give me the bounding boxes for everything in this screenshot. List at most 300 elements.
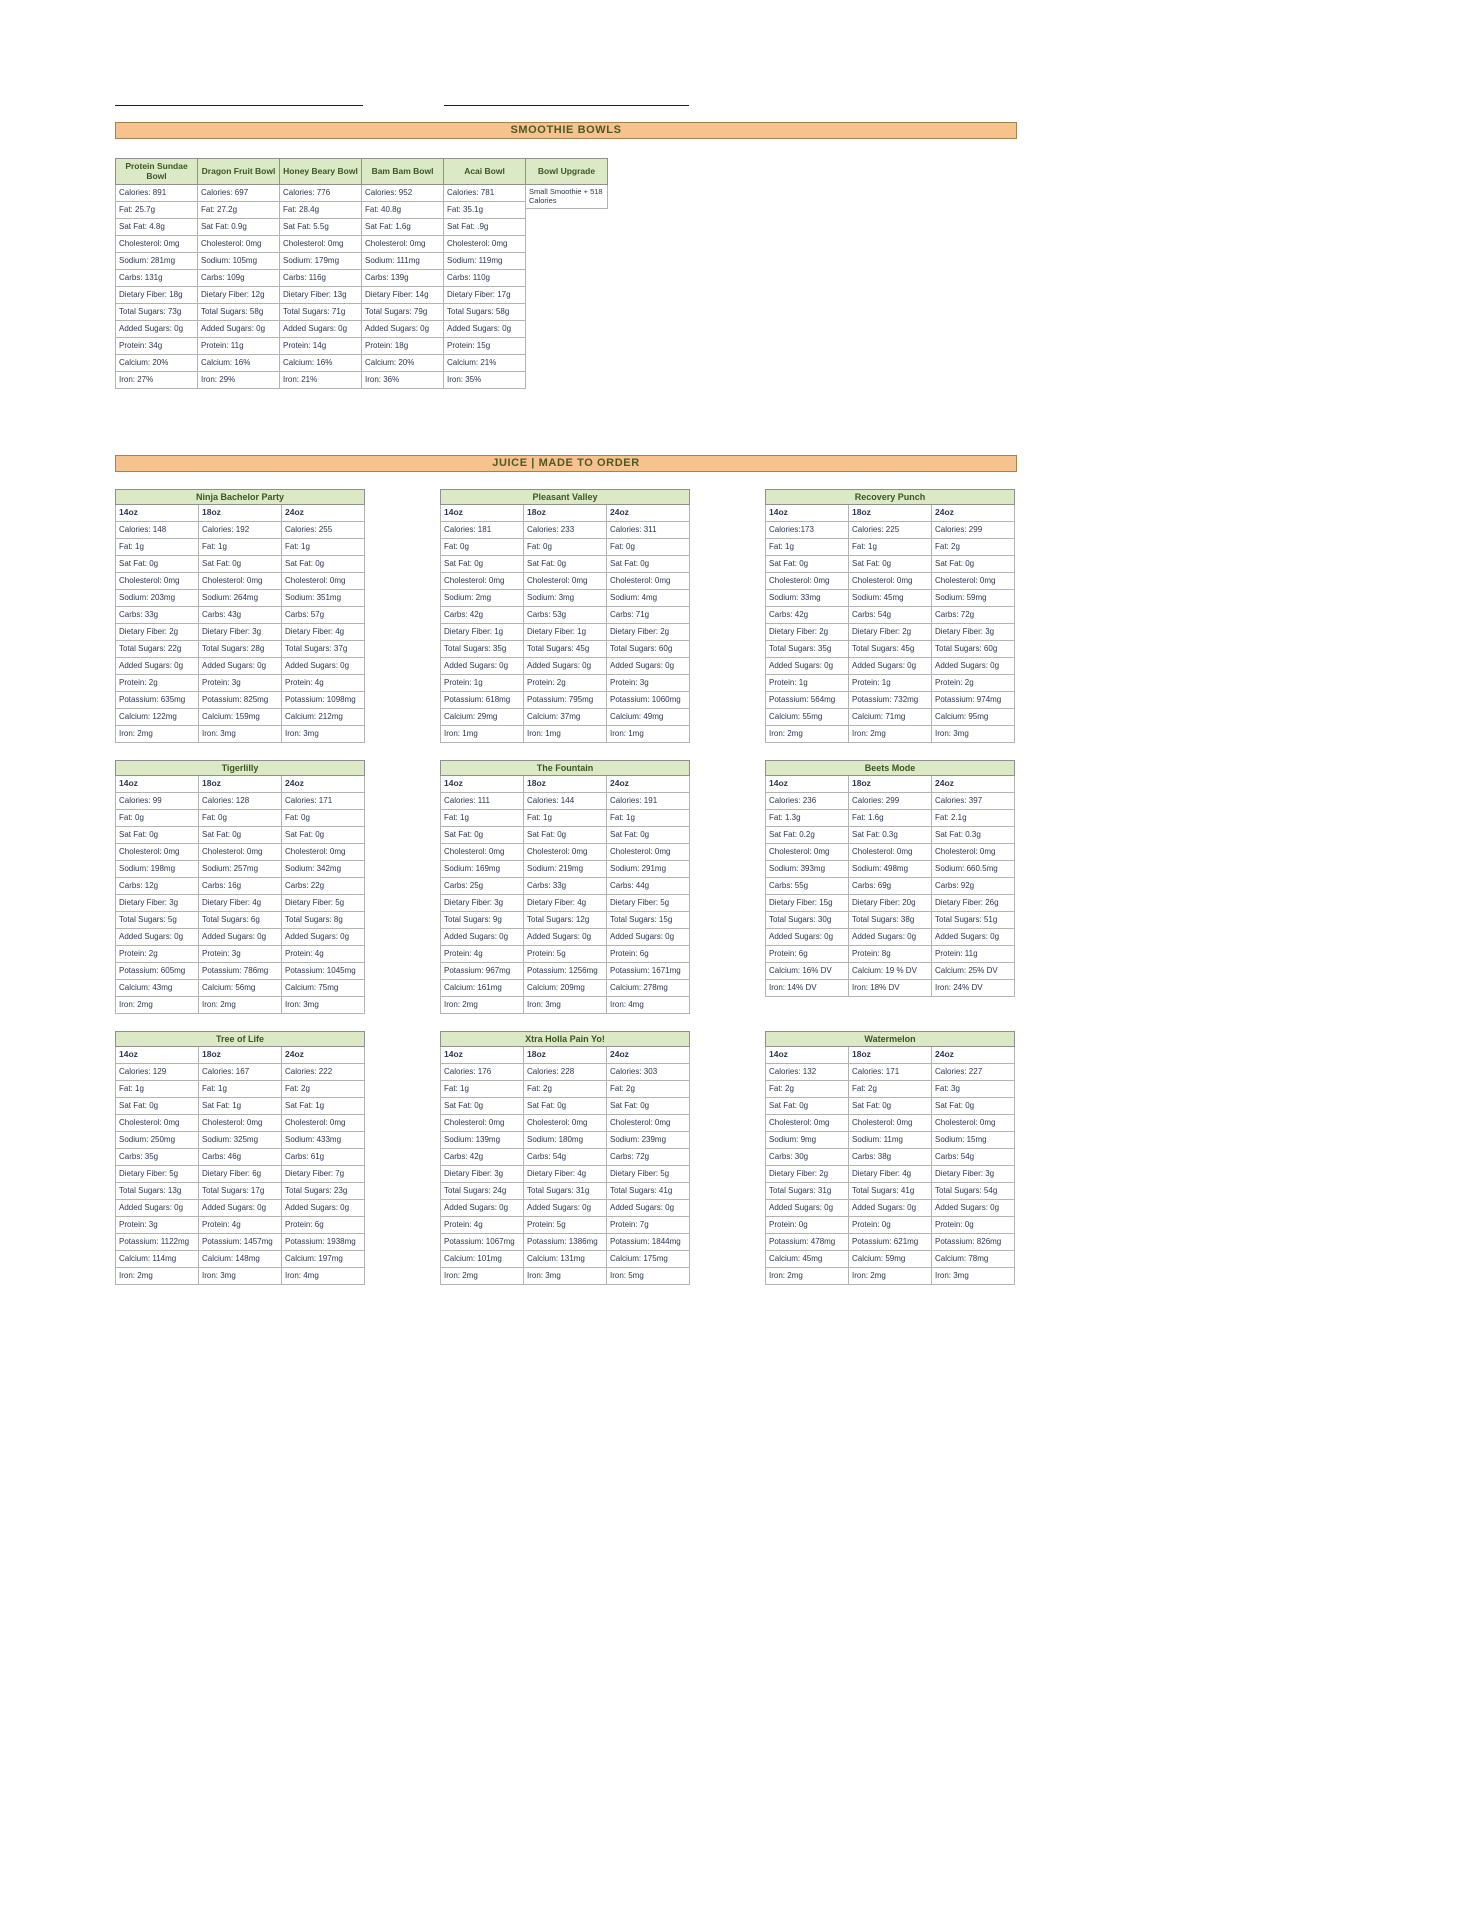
juice-size-column bbox=[523, 505, 607, 743]
juice-size-columns bbox=[765, 505, 1015, 743]
nutrition-cell: Calories: 148 bbox=[115, 522, 199, 539]
nutrition-cell: Cholesterol: 0mg bbox=[443, 236, 526, 253]
nutrition-cell: Calcium: 122mg bbox=[115, 709, 199, 726]
bowl-name-header: Honey Beary Bowl bbox=[279, 158, 362, 185]
nutrition-cell: Cholesterol: 0mg bbox=[281, 844, 365, 861]
size-header: 14oz bbox=[115, 776, 199, 793]
nutrition-cell: Added Sugars: 0g bbox=[198, 1200, 282, 1217]
juice-table bbox=[765, 760, 1015, 997]
nutrition-cell: Sat Fat: 4.8g bbox=[115, 219, 198, 236]
nutrition-cell: Dietary Fiber: 4g bbox=[523, 895, 607, 912]
nutrition-cell: Protein: 4g bbox=[198, 1217, 282, 1234]
juice-size-column bbox=[848, 505, 932, 743]
nutrition-cell: Sat Fat: 0.9g bbox=[197, 219, 280, 236]
nutrition-cell: Carbs: 116g bbox=[279, 270, 362, 287]
nutrition-cell: Carbs: 30g bbox=[765, 1149, 849, 1166]
nutrition-cell: Cholesterol: 0mg bbox=[523, 573, 607, 590]
nutrition-cell: Fat: 0g bbox=[606, 539, 690, 556]
nutrition-cell: Sat Fat: 0g bbox=[115, 1098, 199, 1115]
juice-table bbox=[440, 489, 690, 743]
nutrition-cell: Added Sugars: 0g bbox=[115, 929, 199, 946]
juice-size-column bbox=[523, 1047, 607, 1285]
nutrition-cell: Carbs: 55g bbox=[765, 878, 849, 895]
nutrition-cell: Potassium: 478mg bbox=[765, 1234, 849, 1251]
bowl-column bbox=[115, 158, 198, 389]
nutrition-cell: Calories: 776 bbox=[279, 185, 362, 202]
nutrition-cell: Dietary Fiber: 3g bbox=[931, 624, 1015, 641]
nutrition-cell: Protein: 15g bbox=[443, 338, 526, 355]
nutrition-cell: Carbs: 38g bbox=[848, 1149, 932, 1166]
nutrition-cell: Sodium: 203mg bbox=[115, 590, 199, 607]
juice-size-columns bbox=[765, 1047, 1015, 1285]
nutrition-cell: Dietary Fiber: 2g bbox=[606, 624, 690, 641]
nutrition-cell: Dietary Fiber: 18g bbox=[115, 287, 198, 304]
size-header: 18oz bbox=[848, 505, 932, 522]
nutrition-cell: Potassium: 618mg bbox=[440, 692, 524, 709]
nutrition-cell: Cholesterol: 0mg bbox=[115, 573, 199, 590]
nutrition-cell: Potassium: 1067mg bbox=[440, 1234, 524, 1251]
juice-section-banner: JUICE | MADE TO ORDER bbox=[115, 455, 1017, 472]
bowl-name-header: Acai Bowl bbox=[443, 158, 526, 185]
nutrition-cell: Total Sugars: 71g bbox=[279, 304, 362, 321]
nutrition-cell: Calcium: 55mg bbox=[765, 709, 849, 726]
nutrition-cell: Added Sugars: 0g bbox=[765, 658, 849, 675]
juice-name-header: Beets Mode bbox=[765, 760, 1015, 776]
nutrition-cell: Iron: 3mg bbox=[523, 1268, 607, 1285]
nutrition-cell: Calories: 222 bbox=[281, 1064, 365, 1081]
nutrition-cell: Protein: 2g bbox=[115, 946, 199, 963]
nutrition-cell: Dietary Fiber: 3g bbox=[440, 895, 524, 912]
nutrition-cell: Added Sugars: 0g bbox=[197, 321, 280, 338]
nutrition-cell: Potassium: 825mg bbox=[198, 692, 282, 709]
nutrition-cell: Potassium: 826mg bbox=[931, 1234, 1015, 1251]
juice-size-column bbox=[115, 505, 199, 743]
nutrition-cell: Potassium: 1098mg bbox=[281, 692, 365, 709]
nutrition-cell: Iron: 27% bbox=[115, 372, 198, 389]
nutrition-cell: Calcium: 19 % DV bbox=[848, 963, 932, 980]
nutrition-cell: Sodium: 33mg bbox=[765, 590, 849, 607]
nutrition-cell: Fat: 2g bbox=[523, 1081, 607, 1098]
nutrition-cell: Cholesterol: 0mg bbox=[931, 573, 1015, 590]
nutrition-cell: Iron: 35% bbox=[443, 372, 526, 389]
nutrition-cell: Protein: 3g bbox=[606, 675, 690, 692]
nutrition-cell: Protein: 3g bbox=[115, 1217, 199, 1234]
nutrition-cell: Iron: 4mg bbox=[606, 997, 690, 1014]
nutrition-cell: Calories: 167 bbox=[198, 1064, 282, 1081]
nutrition-cell: Calories: 891 bbox=[115, 185, 198, 202]
juice-size-column bbox=[765, 776, 849, 997]
nutrition-cell: Fat: 0g bbox=[440, 539, 524, 556]
nutrition-cell: Potassium: 974mg bbox=[931, 692, 1015, 709]
juice-size-column bbox=[440, 776, 524, 1014]
nutrition-cell: Dietary Fiber: 17g bbox=[443, 287, 526, 304]
nutrition-cell: Added Sugars: 0g bbox=[115, 658, 199, 675]
nutrition-cell: Sodium: 119mg bbox=[443, 253, 526, 270]
nutrition-cell: Fat: 1g bbox=[440, 810, 524, 827]
juice-size-column bbox=[281, 1047, 365, 1285]
nutrition-cell: Calories: 171 bbox=[281, 793, 365, 810]
nutrition-cell: Sodium: 179mg bbox=[279, 253, 362, 270]
nutrition-cell: Sat Fat: 0g bbox=[523, 1098, 607, 1115]
nutrition-cell: Total Sugars: 35g bbox=[440, 641, 524, 658]
nutrition-cell: Total Sugars: 38g bbox=[848, 912, 932, 929]
nutrition-cell: Potassium: 1671mg bbox=[606, 963, 690, 980]
nutrition-cell: Added Sugars: 0g bbox=[931, 1200, 1015, 1217]
nutrition-cell: Calcium: 148mg bbox=[198, 1251, 282, 1268]
nutrition-cell: Carbs: 33g bbox=[115, 607, 199, 624]
nutrition-cell: Dietary Fiber: 4g bbox=[523, 1166, 607, 1183]
nutrition-cell: Dietary Fiber: 7g bbox=[281, 1166, 365, 1183]
nutrition-cell: Sat Fat: 0g bbox=[281, 827, 365, 844]
nutrition-cell: Added Sugars: 0g bbox=[606, 929, 690, 946]
nutrition-cell: Sodium: 15mg bbox=[931, 1132, 1015, 1149]
juice-name-header: Watermelon bbox=[765, 1031, 1015, 1047]
nutrition-cell: Calcium: 21% bbox=[443, 355, 526, 372]
nutrition-cell: Carbs: 12g bbox=[115, 878, 199, 895]
nutrition-cell: Fat: 1g bbox=[523, 810, 607, 827]
nutrition-cell: Carbs: 42g bbox=[440, 607, 524, 624]
bowl-upgrade-column bbox=[525, 158, 608, 209]
nutrition-cell: Carbs: 33g bbox=[523, 878, 607, 895]
nutrition-cell: Total Sugars: 73g bbox=[115, 304, 198, 321]
nutrition-cell: Protein: 6g bbox=[765, 946, 849, 963]
nutrition-cell: Fat: 1g bbox=[440, 1081, 524, 1098]
juice-grid bbox=[115, 489, 1015, 1285]
nutrition-cell: Dietary Fiber: 2g bbox=[765, 1166, 849, 1183]
nutrition-cell: Added Sugars: 0g bbox=[198, 929, 282, 946]
nutrition-cell: Iron: 36% bbox=[361, 372, 444, 389]
nutrition-cell: Added Sugars: 0g bbox=[440, 1200, 524, 1217]
juice-size-column bbox=[440, 1047, 524, 1285]
nutrition-cell: Protein: 1g bbox=[440, 675, 524, 692]
nutrition-cell: Sodium: 325mg bbox=[198, 1132, 282, 1149]
nutrition-cell: Total Sugars: 35g bbox=[765, 641, 849, 658]
nutrition-cell: Fat: 27.2g bbox=[197, 202, 280, 219]
nutrition-cell: Sat Fat: 0g bbox=[523, 827, 607, 844]
size-header: 18oz bbox=[848, 1047, 932, 1064]
juice-size-columns bbox=[765, 776, 1015, 997]
nutrition-cell: Total Sugars: 54g bbox=[931, 1183, 1015, 1200]
bowl-column bbox=[443, 158, 526, 389]
nutrition-cell: Total Sugars: 58g bbox=[443, 304, 526, 321]
juice-size-column bbox=[848, 776, 932, 997]
nutrition-cell: Total Sugars: 79g bbox=[361, 304, 444, 321]
nutrition-cell: Fat: 40.8g bbox=[361, 202, 444, 219]
bowl-column bbox=[361, 158, 444, 389]
nutrition-cell: Iron: 2mg bbox=[115, 1268, 199, 1285]
nutrition-cell: Calories: 236 bbox=[765, 793, 849, 810]
nutrition-cell: Cholesterol: 0mg bbox=[523, 844, 607, 861]
juice-size-column bbox=[848, 1047, 932, 1285]
nutrition-cell: Sodium: 250mg bbox=[115, 1132, 199, 1149]
juice-table bbox=[765, 1031, 1015, 1285]
smoothie-bowls-table bbox=[115, 158, 608, 389]
nutrition-cell: Sodium: 257mg bbox=[198, 861, 282, 878]
size-header: 24oz bbox=[606, 776, 690, 793]
nutrition-cell: Calories: 176 bbox=[440, 1064, 524, 1081]
nutrition-cell: Carbs: 54g bbox=[848, 607, 932, 624]
nutrition-cell: Calories: 181 bbox=[440, 522, 524, 539]
nutrition-cell: Protein: 2g bbox=[115, 675, 199, 692]
nutrition-cell: Calcium: 56mg bbox=[198, 980, 282, 997]
size-header: 18oz bbox=[523, 505, 607, 522]
nutrition-cell: Added Sugars: 0g bbox=[606, 658, 690, 675]
nutrition-cell: Protein: 4g bbox=[281, 675, 365, 692]
nutrition-cell: Carbs: 72g bbox=[606, 1149, 690, 1166]
nutrition-cell: Carbs: 109g bbox=[197, 270, 280, 287]
nutrition-cell: Sodium: 180mg bbox=[523, 1132, 607, 1149]
nutrition-cell: Added Sugars: 0g bbox=[848, 1200, 932, 1217]
nutrition-cell: Iron: 1mg bbox=[523, 726, 607, 743]
nutrition-cell: Dietary Fiber: 2g bbox=[115, 624, 199, 641]
nutrition-cell: Cholesterol: 0mg bbox=[765, 573, 849, 590]
juice-table bbox=[765, 489, 1015, 743]
size-header: 18oz bbox=[523, 1047, 607, 1064]
nutrition-cell: Calcium: 212mg bbox=[281, 709, 365, 726]
nutrition-cell: Protein: 11g bbox=[931, 946, 1015, 963]
nutrition-cell: Potassium: 621mg bbox=[848, 1234, 932, 1251]
nutrition-cell: Added Sugars: 0g bbox=[440, 658, 524, 675]
nutrition-cell: Fat: 1g bbox=[848, 539, 932, 556]
nutrition-cell: Protein: 0g bbox=[765, 1217, 849, 1234]
size-header: 18oz bbox=[198, 776, 282, 793]
nutrition-cell: Sat Fat: 0.2g bbox=[765, 827, 849, 844]
nutrition-cell: Total Sugars: 30g bbox=[765, 912, 849, 929]
nutrition-cell: Sat Fat: 0g bbox=[523, 556, 607, 573]
nutrition-cell: Dietary Fiber: 3g bbox=[440, 1166, 524, 1183]
nutrition-cell: Sat Fat: 0g bbox=[931, 1098, 1015, 1115]
nutrition-cell: Added Sugars: 0g bbox=[115, 321, 198, 338]
nutrition-cell: Sodium: 11mg bbox=[848, 1132, 932, 1149]
bowl-name-header: Bam Bam Bowl bbox=[361, 158, 444, 185]
nutrition-cell: Sat Fat: 0g bbox=[848, 1098, 932, 1115]
juice-size-column bbox=[765, 505, 849, 743]
nutrition-cell: Calcium: 59mg bbox=[848, 1251, 932, 1268]
nutrition-cell: Potassium: 732mg bbox=[848, 692, 932, 709]
nutrition-cell: Fat: 2g bbox=[606, 1081, 690, 1098]
nutrition-cell: Calories: 299 bbox=[848, 793, 932, 810]
nutrition-cell: Added Sugars: 0g bbox=[198, 658, 282, 675]
nutrition-cell: Added Sugars: 0g bbox=[765, 929, 849, 946]
nutrition-cell: Added Sugars: 0g bbox=[848, 658, 932, 675]
nutrition-cell: Total Sugars: 15g bbox=[606, 912, 690, 929]
nutrition-cell: Added Sugars: 0g bbox=[523, 1200, 607, 1217]
nutrition-cell: Dietary Fiber: 12g bbox=[197, 287, 280, 304]
nutrition-cell: Potassium: 1256mg bbox=[523, 963, 607, 980]
nutrition-cell: Calories: 144 bbox=[523, 793, 607, 810]
juice-size-column bbox=[606, 776, 690, 1014]
juice-size-column bbox=[281, 505, 365, 743]
juice-size-column bbox=[198, 505, 282, 743]
nutrition-cell: Dietary Fiber: 15g bbox=[765, 895, 849, 912]
nutrition-cell: Cholesterol: 0mg bbox=[931, 844, 1015, 861]
nutrition-cell: Calcium: 16% DV bbox=[765, 963, 849, 980]
nutrition-cell: Dietary Fiber: 13g bbox=[279, 287, 362, 304]
nutrition-cell: Sodium: 169mg bbox=[440, 861, 524, 878]
nutrition-cell: Calcium: 37mg bbox=[523, 709, 607, 726]
nutrition-cell: Fat: 0g bbox=[523, 539, 607, 556]
nutrition-cell: Protein: 1g bbox=[848, 675, 932, 692]
nutrition-cell: Cholesterol: 0mg bbox=[848, 1115, 932, 1132]
nutrition-cell: Sat Fat: 1.6g bbox=[361, 219, 444, 236]
nutrition-cell: Cholesterol: 0mg bbox=[931, 1115, 1015, 1132]
nutrition-cell: Protein: 5g bbox=[523, 946, 607, 963]
nutrition-cell: Iron: 1mg bbox=[440, 726, 524, 743]
size-header: 24oz bbox=[931, 776, 1015, 793]
nutrition-cell: Carbs: 57g bbox=[281, 607, 365, 624]
nutrition-cell: Added Sugars: 0g bbox=[523, 658, 607, 675]
bowl-name-header: Bowl Upgrade bbox=[525, 158, 608, 185]
nutrition-cell: Cholesterol: 0mg bbox=[606, 844, 690, 861]
juice-name-header: Recovery Punch bbox=[765, 489, 1015, 505]
nutrition-cell: Total Sugars: 8g bbox=[281, 912, 365, 929]
nutrition-cell: Iron: 21% bbox=[279, 372, 362, 389]
nutrition-cell: Sat Fat: 0g bbox=[198, 556, 282, 573]
nutrition-cell: Fat: 0g bbox=[115, 810, 199, 827]
nutrition-cell: Sat Fat: 0.3g bbox=[848, 827, 932, 844]
nutrition-cell: Protein: 0g bbox=[848, 1217, 932, 1234]
nutrition-cell: Fat: 35.1g bbox=[443, 202, 526, 219]
nutrition-cell: Carbs: 72g bbox=[931, 607, 1015, 624]
nutrition-cell: Sat Fat: 0g bbox=[115, 827, 199, 844]
nutrition-cell: Iron: 2mg bbox=[115, 997, 199, 1014]
juice-name-header: Xtra Holla Pain Yo! bbox=[440, 1031, 690, 1047]
juice-table bbox=[115, 1031, 365, 1285]
nutrition-cell: Sodium: 111mg bbox=[361, 253, 444, 270]
size-header: 18oz bbox=[848, 776, 932, 793]
nutrition-cell: Total Sugars: 24g bbox=[440, 1183, 524, 1200]
nutrition-cell: Iron: 2mg bbox=[440, 1268, 524, 1285]
nutrition-cell: Iron: 3mg bbox=[931, 1268, 1015, 1285]
nutrition-cell: Fat: 28.4g bbox=[279, 202, 362, 219]
nutrition-cell: Protein: 5g bbox=[523, 1217, 607, 1234]
nutrition-cell: Sat Fat: 0g bbox=[198, 827, 282, 844]
juice-size-columns bbox=[115, 1047, 365, 1285]
nutrition-cell: Cholesterol: 0mg bbox=[848, 844, 932, 861]
nutrition-cell: Total Sugars: 9g bbox=[440, 912, 524, 929]
size-header: 14oz bbox=[765, 776, 849, 793]
nutrition-cell: Calories: 233 bbox=[523, 522, 607, 539]
size-header: 14oz bbox=[440, 505, 524, 522]
nutrition-cell: Iron: 4mg bbox=[281, 1268, 365, 1285]
nutrition-cell: Cholesterol: 0mg bbox=[440, 1115, 524, 1132]
nutrition-cell: Calories: 191 bbox=[606, 793, 690, 810]
nutrition-cell: Sat Fat: 0g bbox=[848, 556, 932, 573]
juice-size-column bbox=[198, 1047, 282, 1285]
nutrition-cell: Cholesterol: 0mg bbox=[198, 1115, 282, 1132]
nutrition-cell: Sodium: 393mg bbox=[765, 861, 849, 878]
nutrition-cell: Dietary Fiber: 1g bbox=[523, 624, 607, 641]
nutrition-cell: Potassium: 605mg bbox=[115, 963, 199, 980]
nutrition-cell: Sat Fat: 0.3g bbox=[931, 827, 1015, 844]
nutrition-cell: Iron: 2mg bbox=[848, 1268, 932, 1285]
nutrition-cell: Iron: 3mg bbox=[198, 1268, 282, 1285]
nutrition-cell: Iron: 3mg bbox=[281, 997, 365, 1014]
nutrition-cell: Added Sugars: 0g bbox=[931, 929, 1015, 946]
nutrition-cell: Sat Fat: 1g bbox=[281, 1098, 365, 1115]
nutrition-cell: Fat: 2.1g bbox=[931, 810, 1015, 827]
nutrition-cell: Total Sugars: 41g bbox=[606, 1183, 690, 1200]
nutrition-cell: Fat: 2g bbox=[931, 539, 1015, 556]
nutrition-cell: Total Sugars: 58g bbox=[197, 304, 280, 321]
nutrition-cell: Calcium: 49mg bbox=[606, 709, 690, 726]
nutrition-cell: Fat: 1g bbox=[115, 1081, 199, 1098]
nutrition-cell: Iron: 24% DV bbox=[931, 980, 1015, 997]
juice-name-header: The Fountain bbox=[440, 760, 690, 776]
nutrition-cell: Sodium: 59mg bbox=[931, 590, 1015, 607]
nutrition-cell: Dietary Fiber: 14g bbox=[361, 287, 444, 304]
size-header: 24oz bbox=[931, 505, 1015, 522]
nutrition-cell: Total Sugars: 51g bbox=[931, 912, 1015, 929]
nutrition-cell: Calories: 192 bbox=[198, 522, 282, 539]
nutrition-cell: Potassium: 1045mg bbox=[281, 963, 365, 980]
top-rule-right bbox=[444, 105, 689, 106]
nutrition-cell: Dietary Fiber: 5g bbox=[115, 1166, 199, 1183]
nutrition-cell: Calcium: 175mg bbox=[606, 1251, 690, 1268]
nutrition-cell: Calcium: 16% bbox=[197, 355, 280, 372]
nutrition-cell: Iron: 29% bbox=[197, 372, 280, 389]
nutrition-cell: Iron: 2mg bbox=[115, 726, 199, 743]
juice-size-column bbox=[115, 776, 199, 1014]
nutrition-cell: Carbs: 139g bbox=[361, 270, 444, 287]
nutrition-cell: Sodium: 433mg bbox=[281, 1132, 365, 1149]
nutrition-cell: Fat: 2g bbox=[281, 1081, 365, 1098]
nutrition-cell: Potassium: 1386mg bbox=[523, 1234, 607, 1251]
nutrition-cell: Carbs: 54g bbox=[931, 1149, 1015, 1166]
nutrition-cell: Carbs: 54g bbox=[523, 1149, 607, 1166]
nutrition-cell: Fat: 1g bbox=[198, 1081, 282, 1098]
nutrition-cell: Protein: 6g bbox=[281, 1217, 365, 1234]
nutrition-cell: Total Sugars: 45g bbox=[523, 641, 607, 658]
nutrition-cell: Cholesterol: 0mg bbox=[848, 573, 932, 590]
nutrition-cell: Total Sugars: 60g bbox=[931, 641, 1015, 658]
nutrition-cell: Calories: 99 bbox=[115, 793, 199, 810]
juice-table bbox=[440, 760, 690, 1014]
juice-size-column bbox=[523, 776, 607, 1014]
nutrition-cell: Fat: 0g bbox=[198, 810, 282, 827]
juice-size-columns bbox=[115, 505, 365, 743]
nutrition-cell: Potassium: 1122mg bbox=[115, 1234, 199, 1251]
nutrition-cell: Sodium: 264mg bbox=[198, 590, 282, 607]
nutrition-cell: Added Sugars: 0g bbox=[440, 929, 524, 946]
nutrition-cell: Added Sugars: 0g bbox=[606, 1200, 690, 1217]
nutrition-cell: Total Sugars: 41g bbox=[848, 1183, 932, 1200]
nutrition-cell: Total Sugars: 60g bbox=[606, 641, 690, 658]
nutrition-cell: Fat: 1g bbox=[115, 539, 199, 556]
nutrition-cell: Fat: 2g bbox=[848, 1081, 932, 1098]
nutrition-cell: Total Sugars: 23g bbox=[281, 1183, 365, 1200]
juice-size-column bbox=[931, 776, 1015, 997]
nutrition-cell: Carbs: 42g bbox=[440, 1149, 524, 1166]
nutrition-cell: Sodium: 4mg bbox=[606, 590, 690, 607]
nutrition-cell: Calories: 397 bbox=[931, 793, 1015, 810]
nutrition-cell: Total Sugars: 22g bbox=[115, 641, 199, 658]
nutrition-cell: Calcium: 16% bbox=[279, 355, 362, 372]
nutrition-cell: Total Sugars: 45g bbox=[848, 641, 932, 658]
nutrition-cell: Cholesterol: 0mg bbox=[198, 844, 282, 861]
nutrition-cell: Sat Fat: 0g bbox=[931, 556, 1015, 573]
juice-size-columns bbox=[115, 776, 365, 1014]
nutrition-cell: Fat: 0g bbox=[281, 810, 365, 827]
nutrition-cell: Carbs: 110g bbox=[443, 270, 526, 287]
nutrition-cell: Sat Fat: 5.5g bbox=[279, 219, 362, 236]
nutrition-cell: Calories: 255 bbox=[281, 522, 365, 539]
nutrition-cell: Dietary Fiber: 2g bbox=[848, 624, 932, 641]
juice-table bbox=[115, 760, 365, 1014]
nutrition-cell: Dietary Fiber: 26g bbox=[931, 895, 1015, 912]
nutrition-cell: Iron: 3mg bbox=[523, 997, 607, 1014]
nutrition-cell: Sat Fat: 1g bbox=[198, 1098, 282, 1115]
